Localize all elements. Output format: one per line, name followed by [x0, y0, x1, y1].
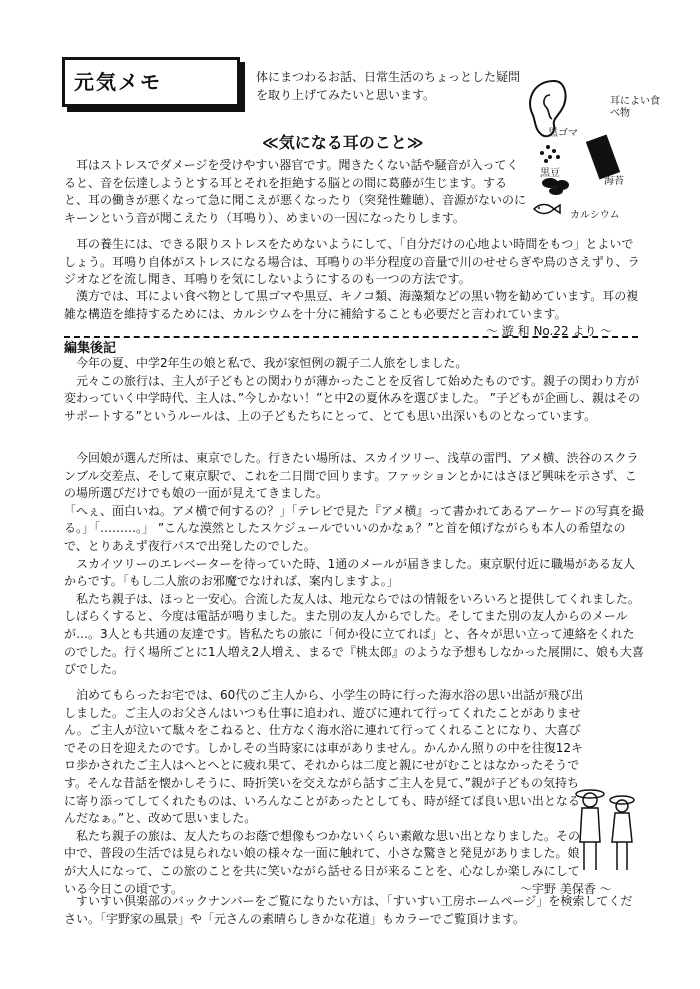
- editor-paragraph-1: 今年の夏、中学2年生の娘と私で、我が家恒例の親子二人旅をしました。 元々この旅行は、主人が子どもとの関わりが薄かったことを反省して始めたものです。親子の関わり方が変わっていく中学時代、主人は、”今しかない！”と中2の夏休みを選びました。 ”子どもが企画し、親はそのサポートする”というルールは、上の子どもたちにとって、とても思い出深いものとなっています。: [64, 356, 640, 423]
- black-bean-icon: [542, 178, 569, 195]
- small-fish-icon: [534, 205, 560, 214]
- memo-title: 元気メモ: [74, 70, 162, 94]
- article-source: ～ 遊 和 No.22 より ～: [486, 324, 613, 338]
- editor-paragraph-2: 今回娘が選んだ所は、東京でした。行きたい場所は、スカイツリー、浅草の雷門、アメ横、渋谷のスクランブル交差点、そして東京駅で、これを二日間で回ります。ファッションとかにはさほど興味を示さず、この場所選びだけでも娘の一面が見えてきました。 「へぇ、面白いね。アメ横で何するの？」「テレビで見た『アメ横』って書かれてあるアーケードの写真を撮る。」「………。」 ”こんな漠然としたスケジュールでいいのかなぁ？”と首を傾げながらも本人の希望なので、とりあえず夜行バスで出発したのでした。 スカイツリーのエレベーターを待っていた時、1通のメールが届きました。東京駅付近に職場がある友人からです。「もし二人旅のお邪魔でなければ、案内しますよ。」 私たち親子は、ほっと一安心。合流した友人は、地元ならではの情報をいろいろと提供してくれました。しばらくすると、今度は電話が鳴りました。また別の友人からでした。そしてまた別の友人からのメールが…。3人とも共通の友達です。皆私たちの旅に「何か役に立てれば」と、各々が思い立って連絡をくれたのでした。行く場所ごとに1人増え2人増え、まるで『桃太郎』のような予想もしなかった展開に、娘も大喜びでした。: [64, 451, 644, 677]
- sesame-icon: [540, 145, 560, 163]
- food-label-calcium: カルシウム: [570, 210, 620, 221]
- article-paragraph-2: 耳の養生には、できる限りストレスをためないようにして、「自分だけの心地よい時間をもつ」とよいでしょう。耳鳴り自体がストレスになる場合は、耳鳴りの半分程度の音量で川のせせらぎや鳥のさえずり、ラジオなどを流し聞き、耳鳴りを気にしないようにするのも一つの方法です。: [64, 237, 640, 287]
- ear-food-label: 耳によい食べ物: [610, 96, 660, 119]
- food-label-bean: 黒豆: [540, 168, 560, 179]
- editor-paragraph-3: 泊めてもらったお宅では、60代のご主人から、小学生の時に行った海水浴の思い出話が飛び出しました。ご主人のお父さんはいつも仕事に追われ、遊びに連れて行ってくれたことがありません。ご主人が泣いて駄々をこねると、仕方なく海水浴に連れて行ってくれることになり、大喜びでその日を迎えたのです。しかしその当時家には車がありません。かんかん照りの中を往復12キロ歩かされたご主人はへとへとに疲れ果て、それからは二度と親にせがむことはなかったそうです。そんな昔話を懐かしそうに、時折笑いを交えながら話すご主人を見て、”親が子どもの気持ちに寄り添ってしてくれたものは、いろんなことがあったとしても、時が経てば良い思い出となるんだなぁ。”と、改めて思いました。 私たち親子の旅は、友人たちのお蔭で想像もつかないくらい素敵な思い出となりました。その中で、普段の生活では見られない娘の様々な一面に触れて、小さな驚きと発見がありました。娘が大人になって、この旅のことを共に笑いながら話せる日が来ることを、心なしか楽しみにしている今日この頃です。: [64, 688, 584, 896]
- footer-note: すいすい倶楽部のバックナンバーをご覧になりたい方は、「すいすい工房ホームページ」を検索してください。「宇野家の風景」や「元さんの素晴らしきかな花道」もカラーでご覧頂けます。: [64, 894, 633, 926]
- article-title: ≪気になる耳のこと≫: [262, 133, 424, 152]
- food-label-nori: 海苔: [604, 176, 624, 187]
- travelers-illustration: [568, 780, 648, 880]
- section-divider: [64, 336, 638, 338]
- memo-intro: 体にまつわるお話、日常生活のちょっとした疑問を取り上げてみたいと思います。: [256, 70, 521, 102]
- food-label-sesame: 黒ゴマ: [548, 128, 578, 139]
- article-paragraph-1: 耳はストレスでダメージを受けやすい器官です。聞きたくない話や騒音が入ってくると、音を伝達しようとする耳とそれを拒絶する脳との間に葛藤が生じます。すると、耳の働きが悪くなって急に聞こえが悪くなったり（突発性難聴）、音源がないのにキーンという音が聞こえたり（耳鳴り）、めまいの一因になったりします。: [64, 158, 527, 225]
- traveler-daughter-icon: [610, 796, 634, 870]
- traveler-mother-icon: [576, 790, 604, 870]
- article-paragraph-3: 漢方では、耳によい食べ物として黒ゴマや黒豆、キノコ類、海藻類などの黒い物を勧めています。耳の複雑な構造を維持するためには、カルシウムを十分に補給することも必要だと言われています。: [64, 289, 639, 321]
- editor-heading: 編集後記: [64, 341, 117, 356]
- editor-signature: ～宇野 美保香 ～: [520, 882, 612, 896]
